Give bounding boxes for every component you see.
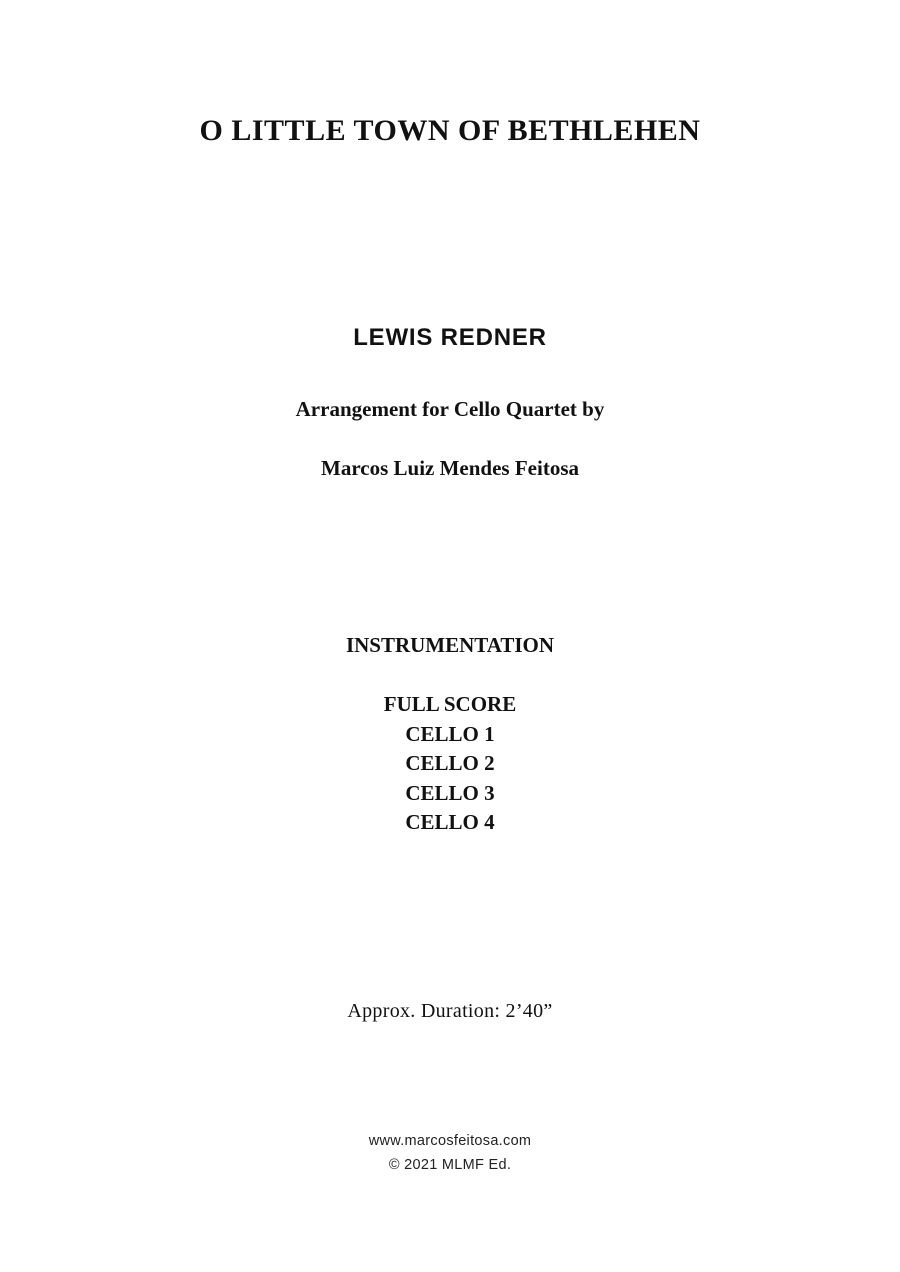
part-item: CELLO 4 <box>405 810 495 834</box>
part-item: CELLO 1 <box>405 721 495 746</box>
composer-name: LEWIS REDNER <box>353 324 547 351</box>
score-title: O LITTLE TOWN OF BETHLEHEN <box>199 114 701 147</box>
part-item: FULL SCORE <box>383 692 517 716</box>
duration-text: Approx. Duration: 2’40” <box>347 1000 553 1022</box>
website-link[interactable]: www.marcosfeitosa.com <box>368 1133 532 1149</box>
part-item: CELLO 3 <box>405 780 495 805</box>
copyright-text: © 2021 MLMF Ed. <box>388 1157 512 1173</box>
instrumentation-list <box>0 690 900 838</box>
instrumentation-heading: INSTRUMENTATION <box>345 633 555 657</box>
arrangement-credit: Arrangement for Cello Quartet by <box>295 397 605 421</box>
part-item: CELLO 2 <box>405 751 495 775</box>
arranger-name: Marcos Luiz Mendes Feitosa <box>321 456 579 480</box>
